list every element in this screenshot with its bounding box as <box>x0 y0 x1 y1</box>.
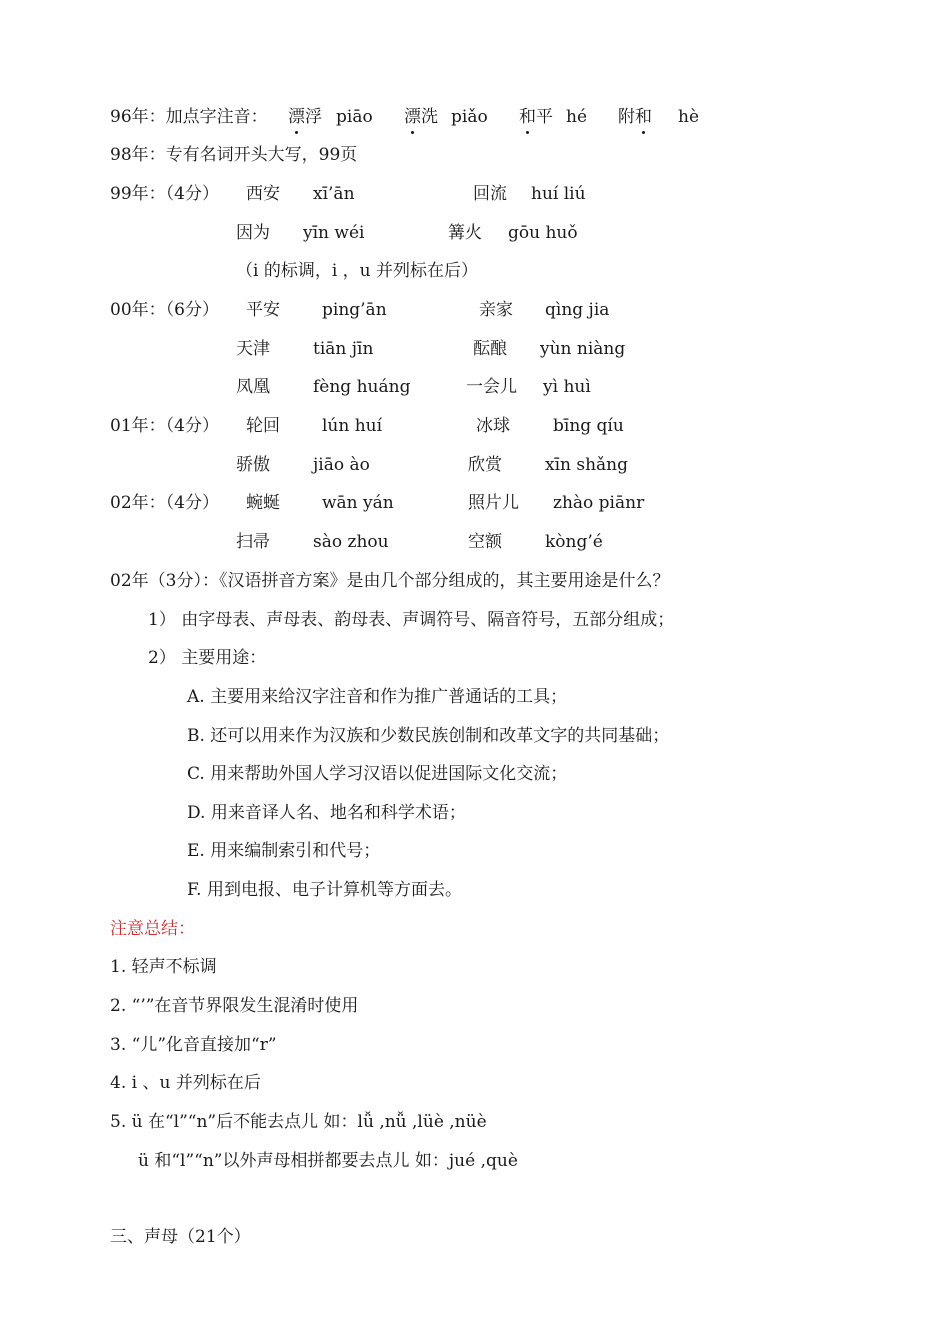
word: 凤凰 <box>236 377 270 397</box>
use-item: B. 还可以用来作为汉族和少数民族创制和改革文字的共同基础； <box>187 726 670 746</box>
pinyin: bīng qíu <box>553 416 624 436</box>
word: 平安 <box>246 300 280 320</box>
year-label: 01年：（4分） <box>110 416 219 436</box>
word: 蜿蜒 <box>246 493 280 513</box>
word: 扫帚 <box>236 532 270 552</box>
word: 照片儿 <box>468 493 519 513</box>
pinyin: yīn wéi <box>303 223 365 243</box>
year-label: 02年：（4分） <box>110 493 219 513</box>
word-char: 浮 <box>305 107 322 127</box>
year-label: 99年：（4分） <box>110 184 219 204</box>
word: 篝火 <box>448 223 482 243</box>
word-char: 平 <box>536 107 553 127</box>
pinyin: hé <box>566 107 588 127</box>
dotted-char: 和 <box>635 107 652 127</box>
annotated-word <box>404 106 438 128</box>
pinyin: zhào piānr <box>553 493 645 513</box>
pinyin: xīn shǎng <box>545 455 629 475</box>
pinyin: kòng’é <box>545 532 603 552</box>
year-label: 96年：加点字注音： <box>110 107 268 127</box>
year-label: 00年：（6分） <box>110 300 219 320</box>
word: 骄傲 <box>236 455 270 475</box>
summary-title: 注意总结： <box>110 919 195 939</box>
pinyin: piǎo <box>451 107 488 127</box>
pinyin: ping’ān <box>322 300 387 320</box>
pinyin: hè <box>678 107 700 127</box>
word: 回流 <box>473 184 507 204</box>
use-item: F. 用到电报、电子计算机等方面去。 <box>187 880 462 900</box>
pinyin: piāo <box>336 107 373 127</box>
annotated-word <box>288 106 322 128</box>
section-heading: 三、声母（21个） <box>110 1227 251 1247</box>
use-item: A. 主要用来给汉字注音和作为推广普通话的工具； <box>187 687 568 707</box>
summary-item: 2. “’”在音节界限发生混淆时使用 <box>110 996 359 1016</box>
word: 亲家 <box>479 300 513 320</box>
use-item: E. 用来编制索引和代号； <box>187 841 381 861</box>
pinyin: lún huí <box>322 416 383 436</box>
word: 欣赏 <box>468 455 502 475</box>
word: 空额 <box>468 532 502 552</box>
word: 一会儿 <box>466 377 517 397</box>
pinyin: xī’ān <box>313 184 355 204</box>
pinyin: qìng jia <box>545 300 610 320</box>
pinyin: fèng huáng <box>313 377 411 397</box>
pinyin: sào zhou <box>313 532 389 552</box>
annotated-word <box>519 106 553 128</box>
dotted-char: 和 <box>519 107 536 127</box>
word: 天津 <box>236 339 270 359</box>
word-char: 洗 <box>421 107 438 127</box>
pinyin: jiāo ào <box>313 455 370 475</box>
note: （i 的标调，i ，u 并列标在后） <box>236 261 479 281</box>
pinyin: yì huì <box>543 377 591 397</box>
word-char: 附 <box>618 107 635 127</box>
word: 轮回 <box>246 416 280 436</box>
pinyin: yùn niàng <box>540 339 626 359</box>
word: 冰球 <box>476 416 510 436</box>
summary-item: ü 和“l”“n”以外声母相拼都要去点儿 如：jué ,què <box>138 1151 518 1171</box>
dotted-char: 漂 <box>404 107 421 127</box>
answer-1: 1） 由字母表、声母表、韵母表、声调符号、隔音符号，五部分组成； <box>148 610 675 630</box>
line-98: 98年：专有名词开头大写，99页 <box>110 145 358 165</box>
annotated-word <box>618 106 652 128</box>
use-item: D. 用来音译人名、地名和科学术语； <box>187 803 466 823</box>
use-item: C. 用来帮助外国人学习汉语以促进国际文化交流； <box>187 764 568 784</box>
pinyin: tiān jīn <box>313 339 374 359</box>
pinyin: huí liú <box>531 184 586 204</box>
summary-item: 1. 轻声不标调 <box>110 957 217 977</box>
summary-item: 3. “儿”化音直接加“r” <box>110 1035 277 1055</box>
summary-item: 4. i 、u 并列标在后 <box>110 1073 261 1093</box>
summary-item: 5. ü 在“l”“n”后不能去点儿 如：lǚ ,nǚ ,lüè ,nüè <box>110 1112 487 1132</box>
pinyin: gōu huǒ <box>508 223 578 243</box>
line-96 <box>110 106 268 128</box>
pinyin: wān yán <box>322 493 394 513</box>
answer-2: 2） 主要用途： <box>148 648 267 668</box>
word: 西安 <box>246 184 280 204</box>
dotted-char: 漂 <box>288 107 305 127</box>
word: 酝酿 <box>473 339 507 359</box>
question-title: 02年（3分）：《汉语拼音方案》是由几个部分组成的，其主要用途是什么？ <box>110 571 670 591</box>
word: 因为 <box>236 223 270 243</box>
